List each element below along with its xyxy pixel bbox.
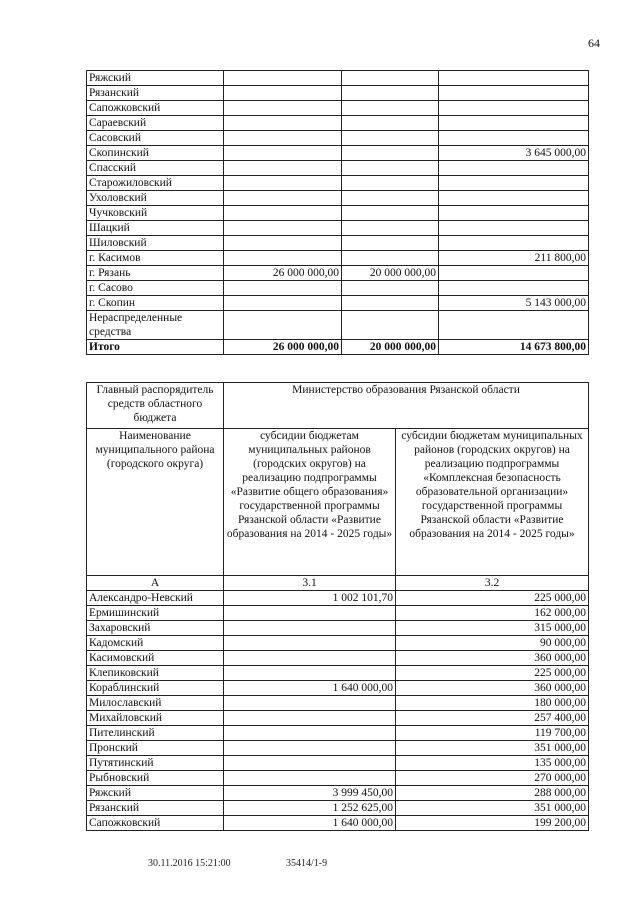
table-row: [87, 191, 589, 206]
table-row: [87, 636, 589, 651]
amount-cell: [342, 311, 439, 340]
amount-cell: [342, 206, 439, 221]
table-row: [87, 221, 589, 236]
table-row: [87, 176, 589, 191]
district-name: Чучковский: [87, 206, 224, 221]
district-name: г. Касимов: [87, 251, 224, 266]
district-name: Спасский: [87, 161, 224, 176]
district-name: Кораблинский: [87, 681, 224, 696]
table-row: [87, 206, 589, 221]
district-name: г. Рязань: [87, 266, 224, 281]
table-row: [87, 251, 589, 266]
amount-cell: [342, 281, 439, 296]
subsidy-safety-header: субсидии бюджетам муниципальных районов (городских округов) на реализацию подпрограммы «Комплексная безопасность образовательной организации» государственной программы Рязанской области «Развитие образования на 2014 - 2025 годы»: [396, 429, 589, 576]
amount-cell: 211 800,00: [439, 251, 589, 266]
amount-cell: [439, 71, 589, 86]
amount-cell: [224, 621, 396, 636]
amount-cell: [439, 311, 589, 340]
table-row: [87, 281, 589, 296]
amount-cell: 26 000 000,00: [224, 266, 342, 281]
table-row: [87, 101, 589, 116]
table-row: [87, 801, 589, 816]
district-name: Рыбновский: [87, 771, 224, 786]
amount-cell: 257 400,00: [396, 711, 589, 726]
district-name: Клепиковский: [87, 666, 224, 681]
total-amount: 26 000 000,00: [224, 340, 342, 355]
amount-cell: 351 000,00: [396, 801, 589, 816]
amount-cell: [342, 146, 439, 161]
table-row: [87, 696, 589, 711]
allocation-table-continued: [86, 70, 589, 355]
district-name: Ухоловский: [87, 191, 224, 206]
amount-cell: [224, 101, 342, 116]
table-row: [87, 606, 589, 621]
table-row: [87, 681, 589, 696]
district-name: Захаровский: [87, 621, 224, 636]
amount-cell: [439, 266, 589, 281]
amount-cell: [439, 281, 589, 296]
name-column-header: Наименование муниципального района (городского округа): [87, 429, 224, 576]
distributor-row: [87, 383, 589, 429]
distributor-label: Главный распорядитель средств областного бюджета: [87, 383, 224, 429]
total-row: [87, 340, 589, 355]
amount-cell: [224, 86, 342, 101]
amount-cell: 180 000,00: [396, 696, 589, 711]
amount-cell: [224, 711, 396, 726]
amount-cell: [224, 191, 342, 206]
table-row: [87, 71, 589, 86]
district-name: Рязанский: [87, 86, 224, 101]
district-name: Пителинский: [87, 726, 224, 741]
amount-cell: [224, 236, 342, 251]
district-name: Сапожковский: [87, 101, 224, 116]
table-row: [87, 771, 589, 786]
amount-cell: [439, 191, 589, 206]
table-row: [87, 266, 589, 281]
table-row: [87, 741, 589, 756]
amount-cell: [342, 86, 439, 101]
total-amount: 20 000 000,00: [342, 340, 439, 355]
table-row: [87, 591, 589, 606]
amount-cell: [342, 221, 439, 236]
amount-cell: [224, 696, 396, 711]
amount-cell: [342, 236, 439, 251]
amount-cell: [224, 636, 396, 651]
table-row: [87, 711, 589, 726]
amount-cell: [224, 311, 342, 340]
amount-cell: [342, 161, 439, 176]
amount-cell: [224, 756, 396, 771]
table-row: [87, 666, 589, 681]
amount-cell: [224, 221, 342, 236]
amount-cell: [224, 251, 342, 266]
amount-cell: 162 000,00: [396, 606, 589, 621]
amount-cell: [439, 206, 589, 221]
amount-cell: [224, 176, 342, 191]
amount-cell: 90 000,00: [396, 636, 589, 651]
amount-cell: 360 000,00: [396, 681, 589, 696]
district-name: Михайловский: [87, 711, 224, 726]
amount-cell: 315 000,00: [396, 621, 589, 636]
district-name: Шиловский: [87, 236, 224, 251]
amount-cell: [224, 71, 342, 86]
district-name: г. Скопин: [87, 296, 224, 311]
amount-cell: 1 640 000,00: [224, 681, 396, 696]
table-row: [87, 651, 589, 666]
district-name: Ермишинский: [87, 606, 224, 621]
district-name: Ряжский: [87, 71, 224, 86]
total-label: Итого: [87, 340, 224, 355]
amount-cell: [342, 131, 439, 146]
district-name: Сапожковский: [87, 816, 224, 831]
footer-document-code: 35414/1-9: [286, 858, 328, 869]
amount-cell: 3 999 450,00: [224, 786, 396, 801]
amount-cell: [342, 176, 439, 191]
amount-cell: [224, 726, 396, 741]
amount-cell: [342, 296, 439, 311]
district-name: г. Сасово: [87, 281, 224, 296]
amount-cell: 1 640 000,00: [224, 816, 396, 831]
table-row: [87, 621, 589, 636]
amount-cell: 288 000,00: [396, 786, 589, 801]
amount-cell: [439, 221, 589, 236]
column-index-3-2: 3.2: [396, 576, 589, 591]
amount-cell: [342, 251, 439, 266]
amount-cell: [439, 176, 589, 191]
amount-cell: [342, 71, 439, 86]
table-row: [87, 311, 589, 340]
column-index-3-1: 3.1: [224, 576, 396, 591]
amount-cell: [439, 236, 589, 251]
subsidy-general-education-header: субсидии бюджетам муниципальных районов (городских округов) на реализацию подпрограммы «Развитие общего образования» государственной программы Рязанской области «Развитие образования на 2014 - 2025 годы»: [224, 429, 396, 576]
amount-cell: 135 000,00: [396, 756, 589, 771]
column-index-a: А: [87, 576, 224, 591]
district-name: Милославский: [87, 696, 224, 711]
district-name: Нераспределенные средства: [87, 311, 224, 340]
district-name: Сасовский: [87, 131, 224, 146]
amount-cell: 225 000,00: [396, 591, 589, 606]
table-row: [87, 816, 589, 831]
amount-cell: [224, 116, 342, 131]
district-name: Кадомский: [87, 636, 224, 651]
amount-cell: 5 143 000,00: [439, 296, 589, 311]
table-row: [87, 726, 589, 741]
amount-cell: 270 000,00: [396, 771, 589, 786]
table-row: [87, 86, 589, 101]
table-row: [87, 161, 589, 176]
amount-cell: 3 645 000,00: [439, 146, 589, 161]
amount-cell: [224, 161, 342, 176]
amount-cell: 225 000,00: [396, 666, 589, 681]
district-name: Ряжский: [87, 786, 224, 801]
amount-cell: [439, 101, 589, 116]
district-name: Касимовский: [87, 651, 224, 666]
amount-cell: 351 000,00: [396, 741, 589, 756]
page-number: 64: [588, 36, 600, 50]
table-row: [87, 116, 589, 131]
column-index-row: [87, 576, 589, 591]
amount-cell: [342, 101, 439, 116]
footer-date: 30.11.2016 15:21:00: [148, 858, 231, 869]
district-name: Старожиловский: [87, 176, 224, 191]
amount-cell: [439, 86, 589, 101]
amount-cell: [224, 741, 396, 756]
table-row: [87, 146, 589, 161]
table-row: [87, 786, 589, 801]
amount-cell: [224, 666, 396, 681]
district-name: Рязанский: [87, 801, 224, 816]
amount-cell: [439, 116, 589, 131]
amount-cell: 1 002 101,70: [224, 591, 396, 606]
table-row: [87, 756, 589, 771]
total-amount: 14 673 800,00: [439, 340, 589, 355]
table-row: [87, 296, 589, 311]
amount-cell: [439, 161, 589, 176]
amount-cell: [439, 131, 589, 146]
amount-cell: 199 200,00: [396, 816, 589, 831]
district-name: Путятинский: [87, 756, 224, 771]
amount-cell: [342, 116, 439, 131]
amount-cell: 119 700,00: [396, 726, 589, 741]
amount-cell: 1 252 625,00: [224, 801, 396, 816]
amount-cell: [224, 146, 342, 161]
amount-cell: [224, 281, 342, 296]
amount-cell: [224, 206, 342, 221]
distributor-value: Министерство образования Рязанской области: [224, 383, 589, 429]
amount-cell: 360 000,00: [396, 651, 589, 666]
amount-cell: [224, 131, 342, 146]
amount-cell: [224, 771, 396, 786]
column-header-row: [87, 429, 589, 576]
amount-cell: [342, 191, 439, 206]
education-subsidies-table: [86, 382, 589, 831]
district-name: Сараевский: [87, 116, 224, 131]
district-name: Шацкий: [87, 221, 224, 236]
table-row: [87, 236, 589, 251]
table-row: [87, 131, 589, 146]
district-name: Пронский: [87, 741, 224, 756]
district-name: Скопинский: [87, 146, 224, 161]
amount-cell: [224, 651, 396, 666]
amount-cell: 20 000 000,00: [342, 266, 439, 281]
amount-cell: [224, 296, 342, 311]
amount-cell: [224, 606, 396, 621]
district-name: Александро-Невский: [87, 591, 224, 606]
